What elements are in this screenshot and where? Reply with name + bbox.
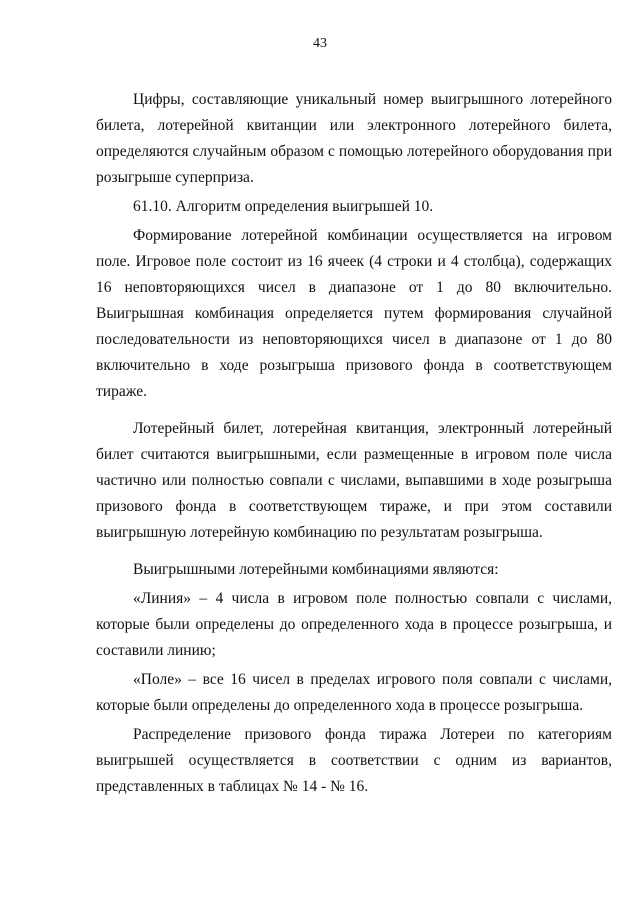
page-number: 43 (313, 36, 327, 51)
paragraph-game-field: Формирование лотерейной комбинации осуществляется на игровом поле. Игровое поле состоит из 16 ячеек (4 строки и 4 столбца), содержащих 16 неповторяющихся чисел в диапазоне от 1 до 80 включительно. Выигрышная комбинация определяется путем формирования случайной последовательности из неповторяющихся чисел в диапазоне от 1 до 80 включительно в ходе розыгрыша призового фонда в соответствующем тираже. (96, 227, 612, 400)
paragraph-line-combination: «Линия» – 4 числа в игровом поле полностью совпали с числами, которые были определены до определенного хода в процессе розыгрыша, и составили линию; (96, 590, 612, 659)
section-heading-61-10: 61.10. Алгоритм определения выигрышей 10. (133, 198, 434, 215)
document-body (96, 87, 612, 800)
paragraph-field-combination: «Поле» – все 16 чисел в пределах игрового поля совпали с числами, которые были определены до определенного хода в процессе розыгрыша. (96, 671, 612, 714)
paragraph-winning-conditions: Лотерейный билет, лотерейная квитанция, электронный лотерейный билет считаются выигрышными, если размещенные в игровом поле числа частично или полностью совпали с числами, выпавшими в ходе розыгрыша призового фонда в соответствующем тираже, и при этом составили выигрышную лотерейную комбинацию по результатам розыгрыша. (96, 420, 612, 541)
paragraph-superprize-digits: Цифры, составляющие уникальный номер выигрышного лотерейного билета, лотерейной квитанции или электронного лотерейного билета, определяются случайным образом с помощью лотерейного оборудования при розыгрыше суперприза. (96, 91, 612, 186)
paragraph-winning-combinations-intro: Выигрышными лотерейными комбинациями являются: (133, 561, 499, 578)
paragraph-prize-distribution: Распределение призового фонда тиража Лотереи по категориям выигрышей осуществляется в соответствии с одним из вариантов, представленных в таблицах № 14 - № 16. (96, 726, 612, 795)
